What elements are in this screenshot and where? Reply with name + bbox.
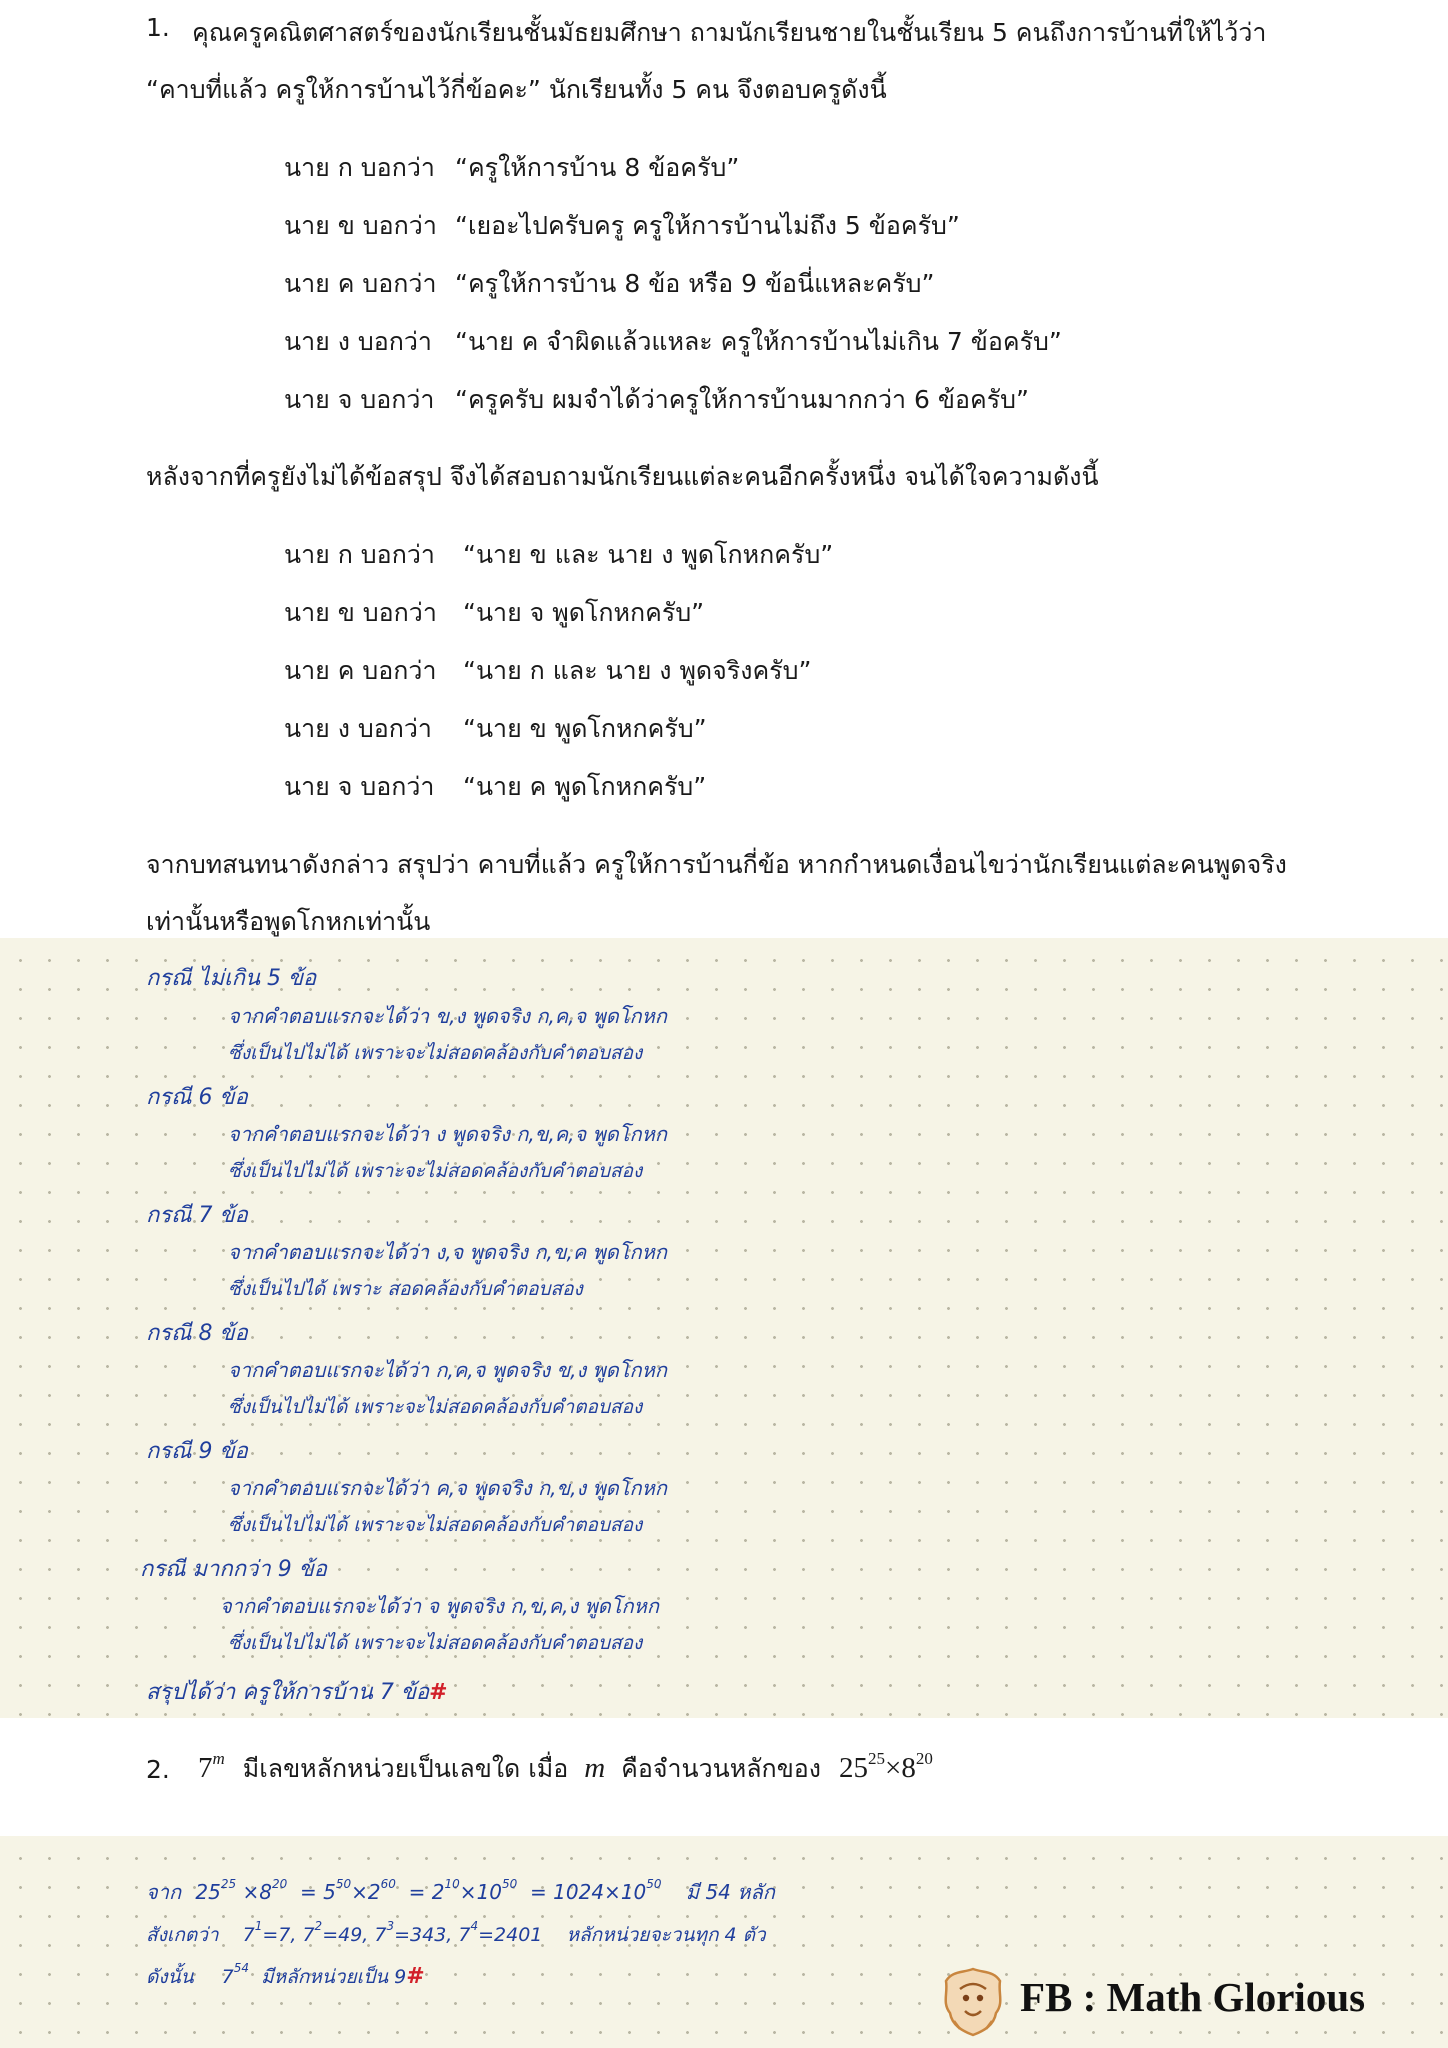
case-line: ซึ่งเป็นไปได้ เพราะ สอดคล้องกับคำตอบสอง	[228, 1278, 583, 1300]
conclusion-text: สรุปได้ว่า ครูให้การบ้าน 7 ข้อ	[146, 1680, 430, 1705]
statement-speaker: นาย ก บอกว่า	[284, 153, 435, 182]
case-title: กรณี 8 ข้อ	[146, 1321, 248, 1346]
statement-speaker: นาย ค บอกว่า	[284, 656, 437, 685]
statement-speaker: นาย ก บอกว่า	[284, 540, 435, 569]
case-line: จากคำตอบแรกจะได้ว่า ก,ค,จ พูดจริง ข,ง พูดโกหก	[228, 1358, 667, 1382]
case-title: กรณี 9 ข้อ	[146, 1439, 248, 1464]
case-line: ซึ่งเป็นไปไม่ได้ เพราะจะไม่สอดคล้องกับคำตอบสอง	[228, 1632, 643, 1654]
brand-watermark	[938, 1965, 1438, 2039]
case-title: กรณี มากกว่า 9 ข้อ	[140, 1557, 327, 1582]
statement-quote: “ครูครับ ผมจำได้ว่าครูให้การบ้านมากกว่า 6 ข้อครับ”	[455, 385, 1029, 414]
statement-speaker: นาย ง บอกว่า	[284, 327, 432, 356]
conclusion	[146, 1674, 448, 1709]
statement-quote: “ครูให้การบ้าน 8 ข้อ หรือ 9 ข้อนี่แหละครับ”	[455, 269, 935, 298]
case-line: ซึ่งเป็นไปไม่ได้ เพราะจะไม่สอดคล้องกับคำตอบสอง	[228, 1514, 643, 1536]
case-line: จากคำตอบแรกจะได้ว่า ง พูดจริง ก,ข,ค,จ พูดโกหก	[228, 1122, 667, 1146]
statement-speaker: นาย ง บอกว่า	[284, 714, 432, 743]
statement-quote: “นาย ก และ นาย ง พูดจริงครับ”	[463, 656, 812, 685]
q2-number: 2.	[146, 1755, 170, 1784]
end-mark: #	[406, 1964, 425, 1989]
case-line: จากคำตอบแรกจะได้ว่า จ พูดจริง ก,ข,ค,ง พูดโกหก	[220, 1594, 659, 1618]
statement-quote: “ครูให้การบ้าน 8 ข้อครับ”	[455, 153, 740, 182]
statement-speaker: นาย ค บอกว่า	[284, 269, 437, 298]
case-line: ซึ่งเป็นไปไม่ได้ เพราะจะไม่สอดคล้องกับคำตอบสอง	[228, 1396, 643, 1418]
statement-speaker: นาย ข บอกว่า	[284, 598, 437, 627]
solution1-paper	[0, 938, 1448, 1718]
q2-expression: $25^{25}\times 8^{20}$	[838, 1749, 933, 1784]
case-title: กรณี 6 ข้อ	[146, 1085, 248, 1110]
case-line: ซึ่งเป็นไปไม่ได้ เพราะจะไม่สอดคล้องกับคำตอบสอง	[228, 1160, 643, 1182]
statement-quote: “นาย ข และ นาย ง พูดโกหกครับ”	[463, 540, 834, 569]
case-title: กรณี 7 ข้อ	[146, 1203, 248, 1228]
q2-statement: 7$^m$ มีเลขหลักหน่วยเป็นเลขใด เมื่อ m คือจำนวนหลักของ $25^{25}\times 8^{20}$	[198, 1749, 933, 1784]
q1-number: 1.	[146, 13, 170, 42]
sol2-line1: จาก $25^{25} \times 8^{20} = 5^{50}\times 2^{60} = 2^{10}\times 10^{50} = 1024\times 10^{50}$ มี 54 หลัก	[146, 1877, 775, 1904]
statement-speaker: นาย จ บอกว่า	[284, 385, 435, 414]
q1-intro-line1: คุณครูคณิตศาสตร์ของนักเรียนชั้นมัธยมศึกษา ถามนักเรียนชายในชั้นเรียน 5 คนถึงการบ้านที่ให้ไว้ว่า	[192, 18, 1267, 47]
case-line: ซึ่งเป็นไปไม่ได้ เพราะจะไม่สอดคล้องกับคำตอบสอง	[228, 1042, 643, 1064]
case-line: จากคำตอบแรกจะได้ว่า ข,ง พูดจริง ก,ค,จ พูดโกหก	[228, 1004, 667, 1028]
brand-text: FB : Math Glorious	[1020, 1974, 1366, 2020]
statement-speaker: นาย จ บอกว่า	[284, 772, 435, 801]
case-line: จากคำตอบแรกจะได้ว่า ง,จ พูดจริง ก,ข,ค พูดโกหก	[228, 1240, 667, 1264]
statement-quote: “นาย ค พูดโกหกครับ”	[463, 772, 707, 801]
sol2-line2: สังเกตว่า $7^1=7$, $7^2=49$, $7^3=343$, $7^4=2401$ หลักหน่วยจะวนทุก 4 ตัว	[146, 1919, 766, 1946]
statement-quote: “เยอะไปครับครู ครูให้การบ้านไม่ถึง 5 ข้อครับ”	[455, 211, 960, 240]
q1-question-line2: เท่านั้นหรือพูดโกหกเท่านั้น	[146, 907, 431, 936]
q1-intro-line2: “คาบที่แล้ว ครูให้การบ้านไว้กี่ข้อคะ” นักเรียนทั้ง 5 คน จึงตอบครูดังนี้	[146, 75, 887, 104]
q2-power: 7$^m$	[198, 1749, 225, 1784]
brand-logo-icon	[938, 1965, 1008, 2039]
case-title: กรณี ไม่เกิน 5 ข้อ	[146, 966, 317, 991]
sol2-line3: ดังนั้น $7^{54}$ มีหลักหน่วยเป็น 9#	[146, 1961, 425, 1989]
q2-var: m	[584, 1752, 606, 1784]
q1-middle: หลังจากที่ครูยังไม่ได้ข้อสรุป จึงได้สอบถามนักเรียนแต่ละคนอีกครั้งหนึ่ง จนได้ใจความดังนี้	[146, 462, 1099, 491]
statement-quote: “นาย จ พูดโกหกครับ”	[463, 598, 705, 627]
statement-quote: “นาย ข พูดโกหกครับ”	[463, 714, 707, 743]
statement-quote: “นาย ค จำผิดแล้วแหละ ครูให้การบ้านไม่เกิน 7 ข้อครับ”	[455, 327, 1062, 356]
statement-speaker: นาย ข บอกว่า	[284, 211, 437, 240]
end-mark: #	[429, 1680, 448, 1705]
case-line: จากคำตอบแรกจะได้ว่า ค,จ พูดจริง ก,ข,ง พูดโกหก	[228, 1476, 667, 1500]
q1-question-line1: จากบทสนทนาดังกล่าว สรุปว่า คาบที่แล้ว ครูให้การบ้านกี่ข้อ หากกำหนดเงื่อนไขว่านักเรียนแต่ละคนพูดจริง	[146, 850, 1287, 879]
